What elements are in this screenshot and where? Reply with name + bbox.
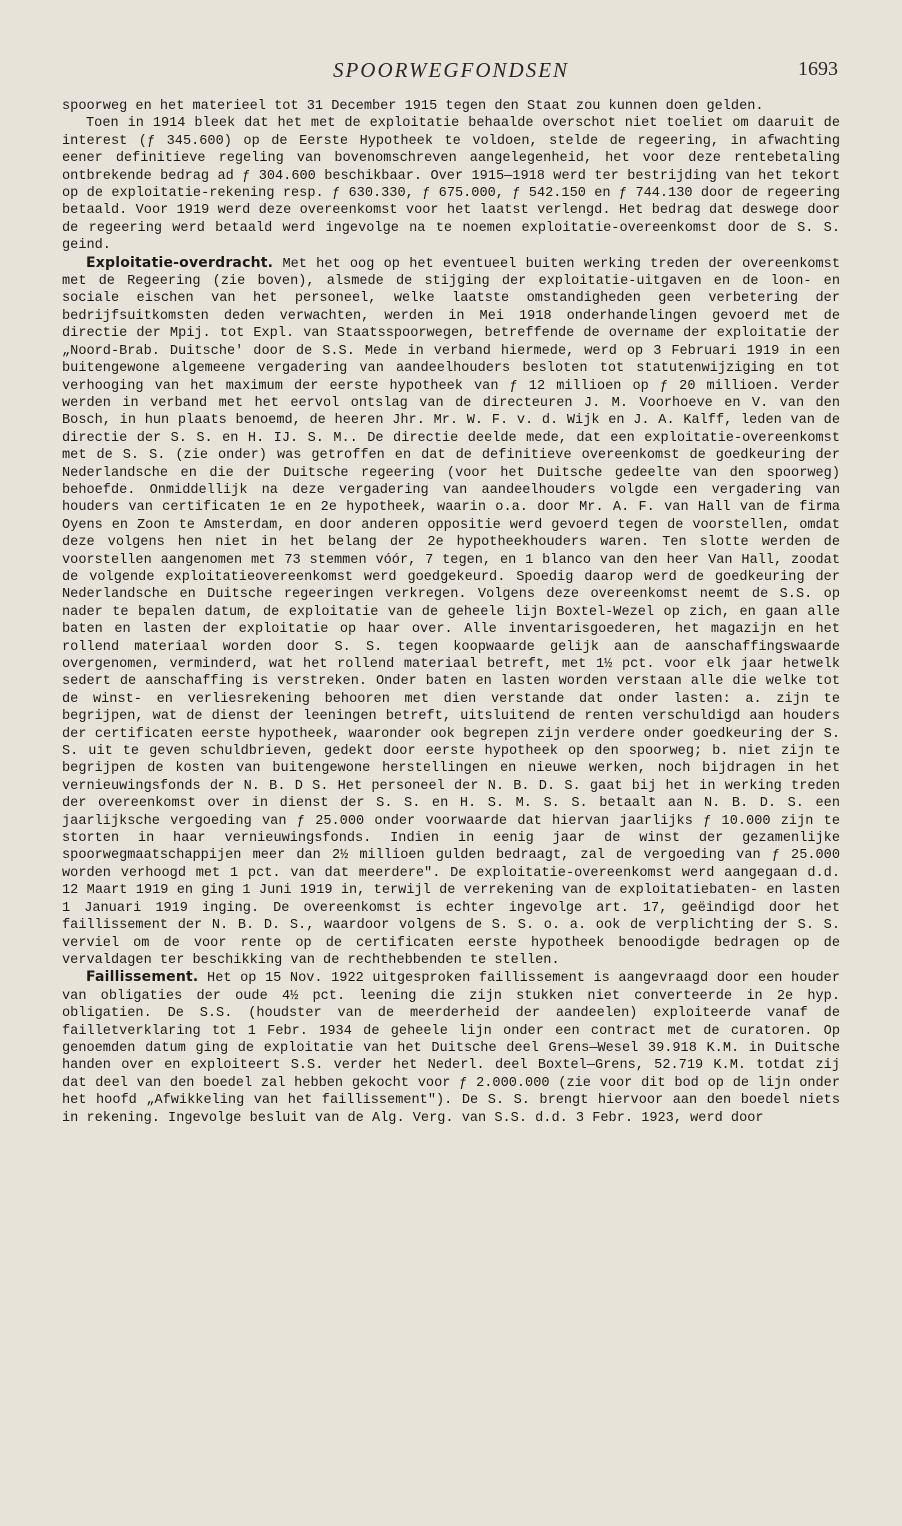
paragraph-continuation: spoorweg en het materieel tot 31 December 1915 tegen den Staat zou kunnen doen gelden. — [62, 99, 764, 114]
paragraph-interest: Toen in 1914 bleek dat het met de exploitatie behaalde overschot niet toeliet om daaruit de interest (ƒ 345.600) op de Eerste Hypotheek te voldoen, stelde de regeering, in afwachting eener definitieve regeling van bovenomschreven aangelegenheid, het voor deze rentebetaling ontbrekende bedrag ad ƒ 304.600 beschikbaar. Over 1915—1918 werd ter bestrijding van het tekort op de exploitatie-rekening resp. ƒ 630.330, ƒ 675.000, ƒ 542.150 en ƒ 744.130 door de regeering betaald. Voor 1919 werd deze overeenkomst voor het laatst verlengd. Het bedrag dat deswege door de regeering werd betaald werd ingevolge na te noemen exploitatie-overeenkomst door de S. S. geind. — [62, 116, 840, 254]
section-body-exploitatie: Met het oog op het eventueel buiten werking treden der overeenkomst met de Regeering (zie boven), alsmede de stijging der exploitatie-uitgaven en de loon- en sociale eischen van het personeel, welke laatste omstandigheden geen verbetering der bedrijfsuitkomsten deden verwachten, werden in Mei 1918 onderhandelingen gevoerd met de directie der Mpij. tot Expl. van Staatsspoorwegen, betreffende de overname der exploitatie der „Noord-Brab. Duitsche' door de S.S. Mede in verband hiermede, werd op 3 Februari 1919 in een buitengewone algemeene vergadering van aandeelhouders besloten tot statutenwijziging en tot verhooging van het maximum der eerste hypotheek van ƒ 12 millioen op ƒ 20 millioen. Verder werden in verband met het eervol ontslag van de directeuren J. M. Voorhoeve en V. van den Bosch, in hun plaats benoemd, de heeren Jhr. Mr. W. F. v. d. Wijk en J. A. Kalff, leden van de directie der S. S. en H. IJ. S. M.. De directie deelde mede, dat een exploitatie-overeenkomst met de S. S. (zie onder) was getroffen en dat de definitieve overeenkomst de goedkeuring der Nederlandsche en die der Duitsche regeering (voor het Duitsche gedeelte van den spoorweg) behoefde. Onmiddellijk na deze vergadering van aandeelhouders volgde een vergadering van houders van certificaten 1e en 2e hypotheek, waarin o.a. door Mr. A. F. van Hall van de firma Oyens en Zoon te Amsterdam, en door anderen oppositie werd gevoerd tegen de voorstellen, omdat deze volgens hen niet in het belang der 2e hypotheekhouders waren. Ten slotte werden de voorstellen aangenomen met 73 stemmen vóór, 7 tegen, en 1 blanco van den heer Van Hall, zoodat de volgende exploitatieovereenkomst werd goedgekeurd. Spoedig daarop werd de goedkeuring der Nederlandsche en Duitsche regeeringen verkregen. Volgens deze overeenkomst neemt de S.S. op nader te bepalen datum, de exploitatie van de geheele lijn Boxtel-Wezel op zich, en gaan alle baten en lasten der exploitatie op haar over. Alle inventarisgoederen, het magazijn en het rollend materiaal worden door S. S. tegen koopwaarde gelijk aan de aanschaffingswaarde overgenomen, verminderd, wat het rollend materiaal betreft, met 1½ pct. voor elk jaar hetwelk sedert de aanschaffing is verstreken. Onder baten en lasten worden verstaan alle die welke tot de winst- en verliesrekening behooren met dien verstande dat onder lasten: a. zijn te begrijpen, wat de dienst der leeningen betreft, uitsluitend de renten verschuldigd aan houders der certificaten eerste hypotheek, waaronder ook begrepen zijn verdere onder goedkeuring der S. S. uit te geven schuldbrieven, gedekt door eerste hypotheek op den spoorweg; b. niet zijn te begrijpen de kosten van buitengewone herstellingen en nieuwe werken, noch bijdragen in het vernieuwingsfonds der N. B. D S. Het personeel der N. B. D. S. gaat bij het in werking treden der overeenkomst over in dienst der S. S. en H. S. M. S. S. betaalt aan N. B. D. S. een jaarlijksche vergoeding van ƒ 25.000 onder voorwaarde dat hiervan jaarlijks ƒ 10.000 zijn te storten in haar vernieuwingsfonds. Indien in eenig jaar de winst der gezamenlijke spoorwegmaatschappijen meer dan 2½ millioen gulden bedraagt, zal de vergoeding van ƒ 25.000 worden verhoogd met 1 pct. van dat meerdere". De exploitatie-overeenkomst werd aangegaan d.d. 12 Maart 1919 en ging 1 Juni 1919 in, terwijl de verrekening van de exploitatiebaten- en lasten 1 Januari 1919 inging. De overeenkomst is echter ingevolge art. 17, geëindigd door het faillissement der N. B. D. S., waardoor volgens de S. S. o. a. ook de verplichting der S. S. verviel om de voor rente op de certificaten eerste hypotheek benoodigde bedragen op de vervaldagen ter beschikking van de rechthebbenden te stellen. — [62, 256, 840, 968]
section-faillissement — [62, 969, 840, 1127]
section-exploitatie-overdracht — [62, 255, 840, 970]
section-body-faillissement: Het op 15 Nov. 1922 uitgesproken faillissement is aangevraagd door een houder van obligaties der oude 4½ pct. leening die zijn stukken niet converteerde in 2e hyp. obligatien. De S.S. (houdster van de meerderheid der aandeelen) exploiteerde vanaf de failletverklaring tot 1 Febr. 1934 de geheele lijn onder een contract met de curatoren. Op genoemden datum ging de exploitatie van het Duitsche deel Grens—Wesel 39.918 K.M. in Duitsche handen over en exploiteert S.S. verder het Nederl. deel Boxtel—Grens, 52.719 K.M. totdat zij dat deel van den boedel zal hebben gekocht voor ƒ 2.000.000 (zie voor dit bod op de lijn onder het hoofd „Afwikkeling van het faillissement"). De S. S. brengt hiervoor aan den boedel niets in rekening. Ingevolge besluit van de Alg. Verg. van S.S. d.d. 3 Febr. 1923, werd door — [62, 971, 840, 1126]
page-header — [62, 58, 840, 98]
section-heading-faillissement: Faillissement. — [86, 969, 199, 986]
running-title: SPOORWEGFONDSEN — [332, 58, 570, 82]
section-heading-exploitatie: Exploitatie-overdracht. — [86, 254, 274, 271]
page-number: 1693 — [798, 58, 838, 80]
